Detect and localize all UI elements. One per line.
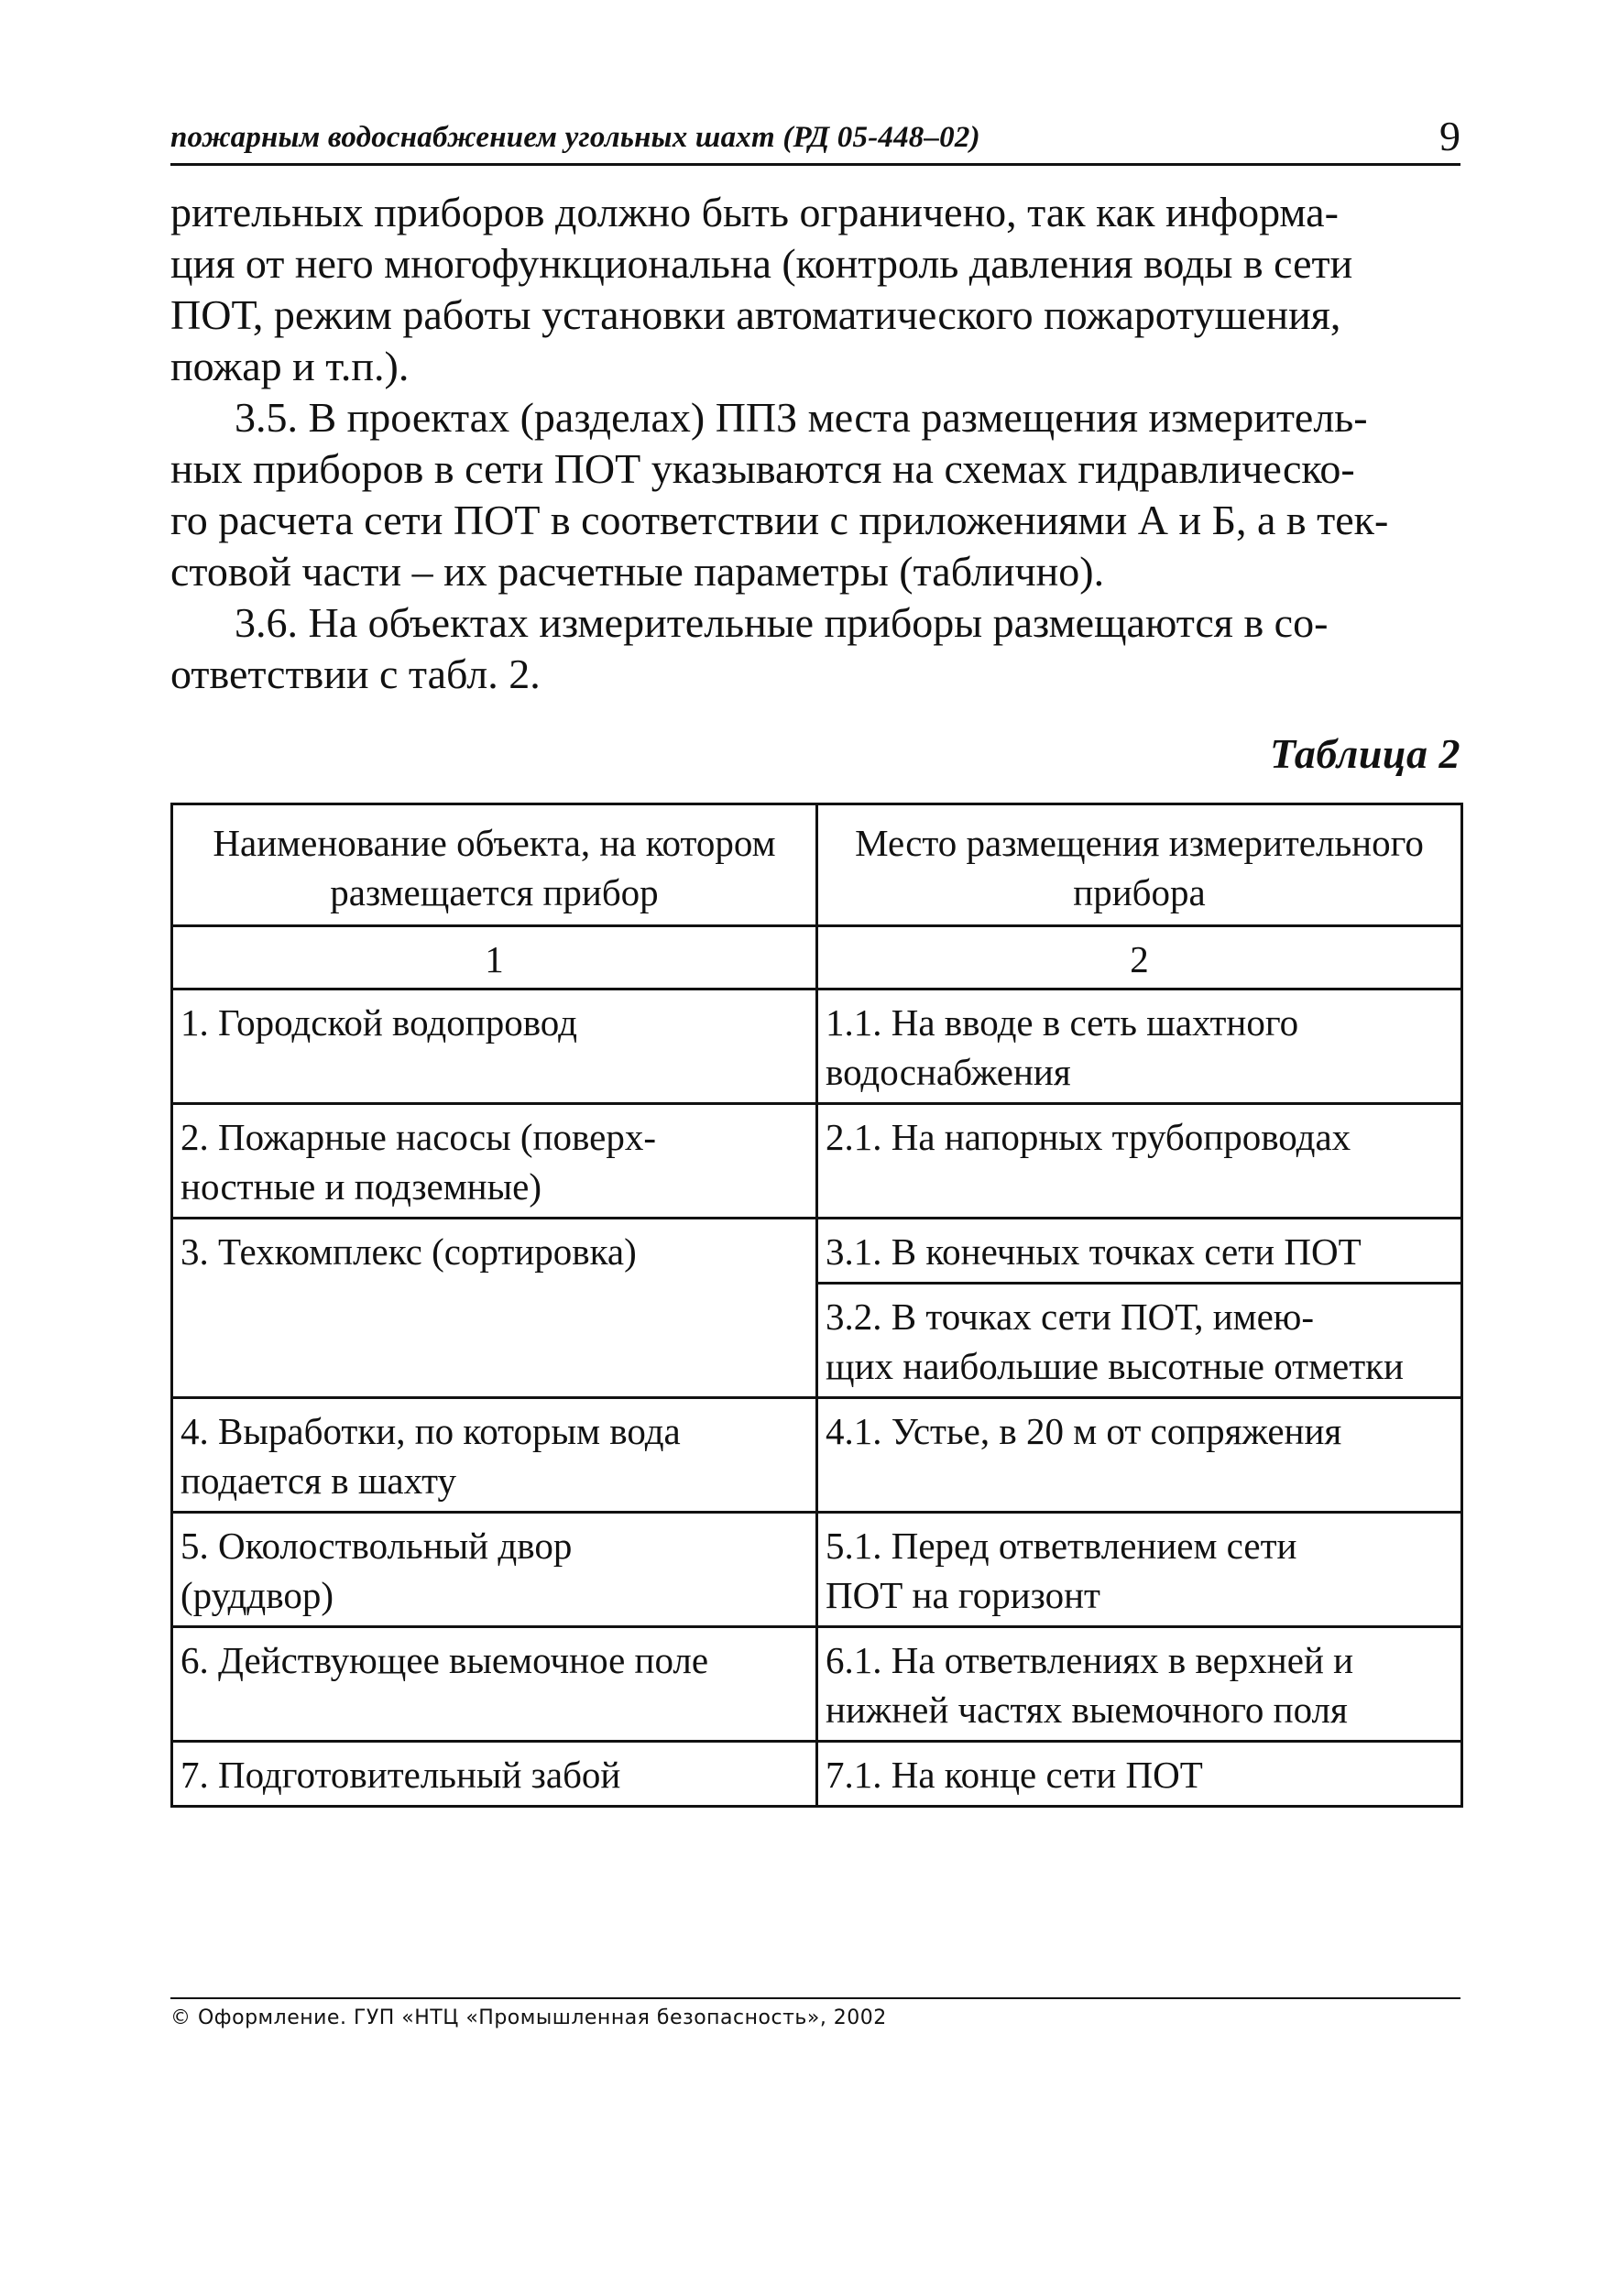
footer-rule <box>170 1997 1460 1999</box>
table-cell-location: 5.1. Перед ответвлением сети ПОТ на горизонт <box>817 1513 1462 1627</box>
table-cell-object: 1. Городской водопровод <box>172 989 817 1104</box>
table-row <box>172 1398 1462 1513</box>
table-cell-object: 7. Подготовительный забой <box>172 1742 817 1807</box>
body-text <box>170 187 1460 700</box>
table-row <box>172 1219 1462 1284</box>
placement-table <box>170 803 1463 1808</box>
table-cell-object: 2. Пожарные насосы (поверх- ностные и подземные) <box>172 1104 817 1219</box>
paragraph-continuation: рительных приборов должно быть ограничено, так как информа- ция от него многофункциональна (контроль давления воды в сети ПОТ, режим работы установки автоматического пожаротушения, пожар и т.п.). <box>170 189 1353 389</box>
table-cell-object: 4. Выработки, по которым вода подается в шахту <box>172 1398 817 1513</box>
paragraph-3-6: 3.6. На объектах измерительные приборы размещаются в со- ответствии с табл. 2. <box>170 599 1329 697</box>
running-header <box>170 115 1460 166</box>
table-cell-location: 3.1. В конечных точках сети ПОТ <box>817 1219 1462 1284</box>
table-cell-object: 3. Техкомплекс (сортировка) <box>172 1219 817 1398</box>
table-cell-location: 4.1. Устье, в 20 м от сопряжения <box>817 1398 1462 1513</box>
table-row <box>172 1104 1462 1219</box>
table-cell-object: 5. Околоствольный двор (руддвор) <box>172 1513 817 1627</box>
column-number-1: 1 <box>172 926 817 989</box>
table-row <box>172 1742 1462 1807</box>
table-column-number-row <box>172 926 1462 989</box>
column-number-2: 2 <box>817 926 1462 989</box>
table-cell-location: 1.1. На вводе в сеть шахтного водоснабжения <box>817 989 1462 1104</box>
table-cell-location: 2.1. На напорных трубопроводах <box>817 1104 1462 1219</box>
table-cell-object: 6. Действующее выемочное поле <box>172 1627 817 1742</box>
table-row <box>172 1513 1462 1627</box>
table-caption: Таблица 2 <box>1269 730 1460 777</box>
table-header-row <box>172 804 1462 926</box>
table-cell-location: 7.1. На конце сети ПОТ <box>817 1742 1462 1807</box>
table-row <box>172 1627 1462 1742</box>
page-number: 9 <box>1439 113 1460 159</box>
column-header-object: Наименование объекта, на котором размещается прибор <box>172 804 817 926</box>
table-cell-location: 3.2. В точках сети ПОТ, имею- щих наибольшие высотные отметки <box>817 1284 1462 1398</box>
footer-copyright: © Оформление. ГУП «НТЦ «Промышленная безопасность», 2002 <box>170 2006 887 2029</box>
column-header-location: Место размещения измерительного прибора <box>817 804 1462 926</box>
table-row <box>172 989 1462 1104</box>
table-cell-location: 6.1. На ответвлениях в верхней и нижней частях выемочного поля <box>817 1627 1462 1742</box>
paragraph-3-5: 3.5. В проектах (разделах) ППЗ места размещения измеритель- ных приборов в сети ПОТ указываются на схемах гидравлическо- го расчета сети ПОТ в соответствии с приложениями А и Б, а в тек- стовой части – их расчетные параметры (таблично). <box>170 394 1389 595</box>
running-title: пожарным водоснабжением угольных шахт (РД 05-448–02) <box>170 121 980 154</box>
